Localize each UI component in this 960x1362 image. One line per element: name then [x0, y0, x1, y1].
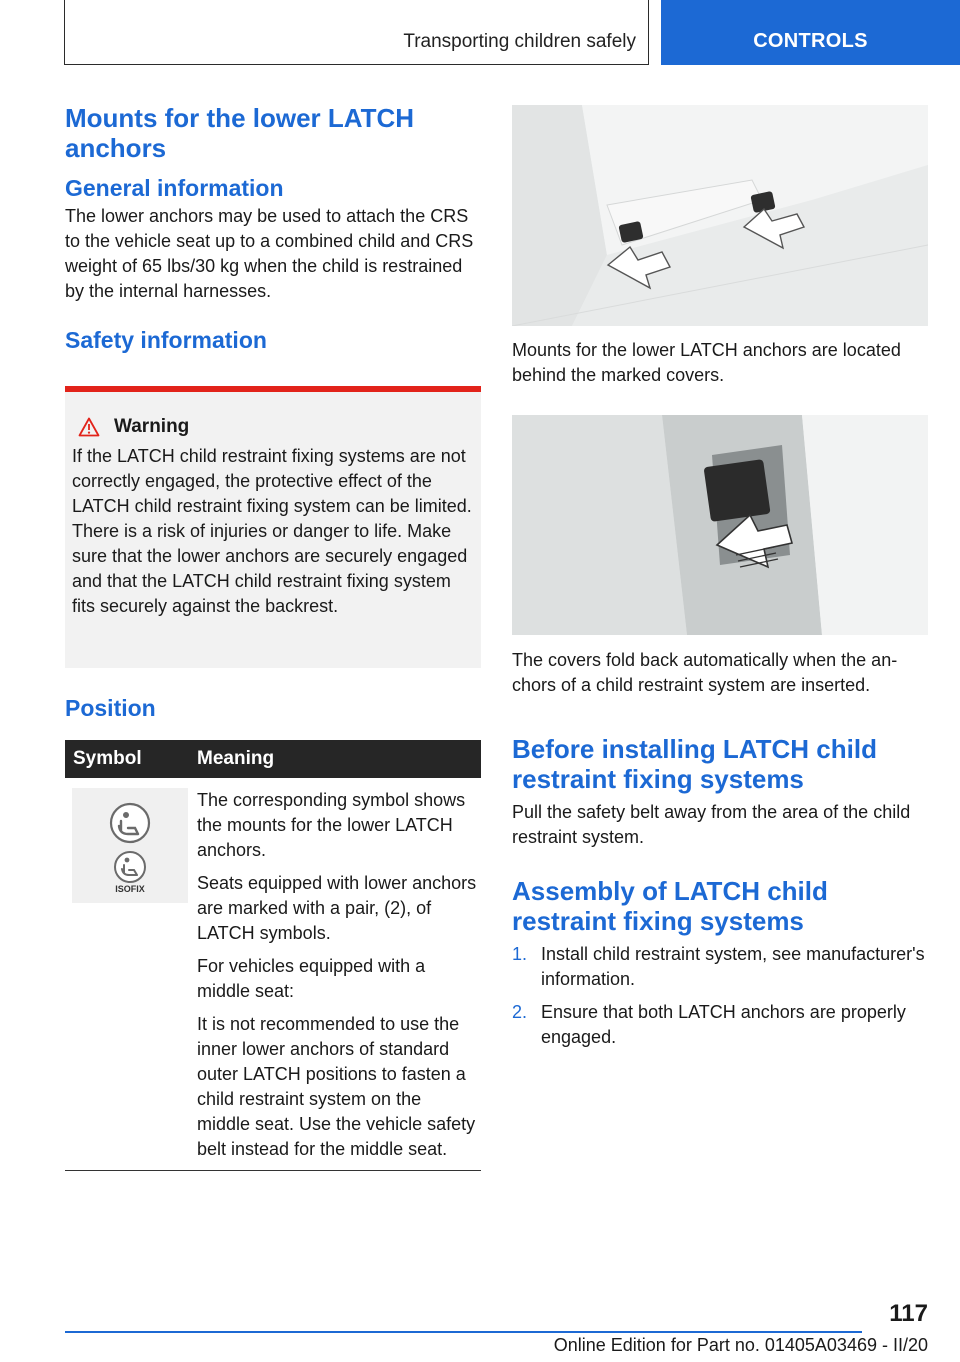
assembly-heading: Assembly of LATCH child restraint fixing systems — [512, 876, 828, 936]
meaning-cell — [197, 788, 479, 1162]
latch-symbol-cell — [72, 788, 188, 903]
before-installing-text: Pull the safety belt away from the area of the child restraint system. — [512, 802, 911, 847]
warning-title — [78, 416, 474, 438]
table-header-meaning: Meaning — [197, 748, 275, 769]
general-text: The lower anchors may be used to attach the CRS to the vehicle seat up to a combined child and CRS weight of 65 lbs/30 kg when the child is restrained by the internal harnesses. — [65, 206, 474, 301]
step-text: Install child restraint system, see manufacturer's information. — [541, 944, 925, 989]
warning-box — [65, 386, 481, 668]
step-text: Ensure that both LATCH anchors are properly engaged. — [541, 1002, 906, 1047]
footer-edition: Online Edition for Part no. 01405A03469 - II/20 — [553, 1335, 928, 1355]
header-chapter-tab — [661, 0, 960, 65]
meaning-paragraph: The corresponding symbol shows the mounts for the lower LATCH anchors. — [197, 790, 466, 860]
symbol-table — [65, 740, 481, 1171]
list-item — [512, 1000, 932, 1050]
footer-rule — [65, 1331, 862, 1333]
isofix-label: ISOFIX — [115, 884, 145, 894]
safety-heading: Safety information — [65, 327, 267, 353]
table-header — [65, 740, 481, 778]
list-item — [512, 942, 932, 992]
before-installing-heading: Before installing LATCH child restraint fixing systems — [512, 734, 877, 794]
general-heading: General information — [65, 175, 284, 201]
header-section-box — [64, 0, 649, 65]
position-heading: Position — [65, 695, 156, 721]
table-row — [65, 778, 481, 1171]
warning-text: If the LATCH child restraint fixing systems are not correctly engaged, the protective effect of the LATCH child restraint fixing system can be limited. There is a risk of injuries or danger to life. Make sure that the lower anchors are securely engaged and that the LATCH child restraint fixing system fits securely against the backrest. — [72, 446, 472, 616]
warning-label: Warning — [114, 416, 190, 437]
step-number: 2. — [512, 1002, 528, 1022]
table-header-symbol: Symbol — [73, 748, 142, 769]
header-section-title: Transporting children safely — [403, 31, 636, 52]
page-number: 117 — [889, 1300, 928, 1327]
warning-triangle-icon — [78, 417, 100, 437]
meaning-paragraph: For vehicles equipped with a middle seat: — [197, 956, 426, 1001]
step-number: 1. — [512, 944, 528, 964]
meaning-paragraph: It is not recommended to use the inner lower anchors of standard outer LATCH positions to fasten a child restraint system on the middle seat. Use the vehicle safety belt instead for the middle seat. — [197, 1014, 476, 1159]
left-column — [65, 103, 481, 354]
assembly-steps — [512, 942, 932, 1058]
photo1-caption: Mounts for the lower LATCH anchors are located behind the marked covers. — [512, 340, 901, 385]
meaning-paragraph: Seats equipped with lower anchors are marked with a pair, (2), of LATCH symbols. — [197, 873, 477, 943]
header-chapter-label: CONTROLS — [753, 30, 868, 52]
rear-seat-photo — [512, 105, 928, 326]
page-title: Mounts for the lower LATCH anchors — [65, 103, 415, 163]
photo2-caption: The covers fold back automatically when the anchors of a child restraint system are inserted. — [512, 650, 898, 695]
anchor-cover-photo — [512, 415, 928, 635]
